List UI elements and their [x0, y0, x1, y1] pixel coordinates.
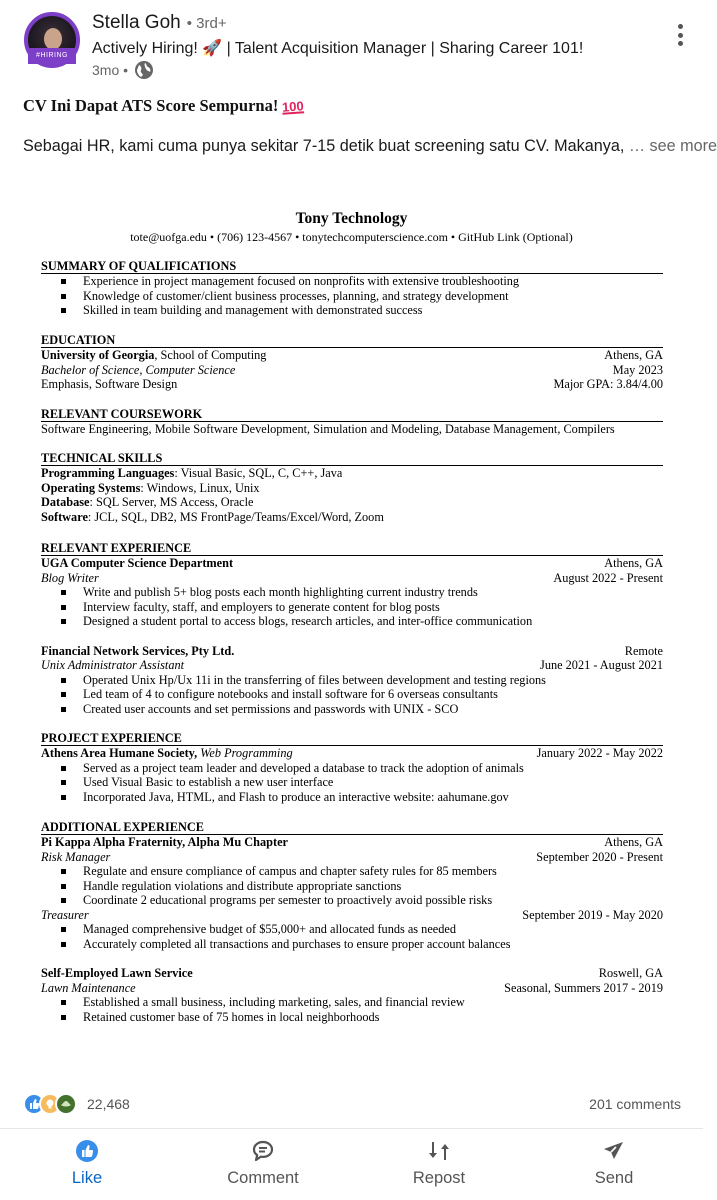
coursework-section: [41, 407, 663, 437]
job-date: Seasonal, Summers 2017 - 2019: [504, 980, 663, 995]
post-age: 3mo •: [92, 62, 129, 78]
job-date: June 2021 - August 2021: [540, 658, 663, 672]
summary-heading: SUMMARY OF QUALIFICATIONS: [41, 259, 663, 274]
job-role: Treasurer: [41, 907, 89, 922]
post-body: [23, 137, 717, 156]
list-item: Skilled in team building and management with demonstrated success: [41, 303, 663, 318]
resume-contact: tote@uofga.edu • (706) 123-4567 • tonytechcomputerscience.com • GitHub Link (Optional): [130, 230, 573, 244]
like-icon: [75, 1139, 99, 1163]
education-emphasis-line: [41, 377, 663, 392]
project-date: January 2022 - May 2022: [536, 746, 663, 760]
job-org: UGA Computer Science Department: [41, 556, 234, 570]
education-heading: EDUCATION: [41, 333, 663, 348]
job-location: Remote: [624, 643, 663, 658]
project-org-line: [41, 746, 663, 761]
job-role-line: [41, 908, 663, 923]
emphasis: Emphasis, Software Design: [41, 377, 178, 391]
degree: Bachelor of Science, Computer Science: [41, 362, 236, 377]
coursework-text: Software Engineering, Mobile Software Development, Simulation and Modeling, Database Management, Compilers: [41, 422, 615, 436]
gpa: Major GPA: 3.84/4.00: [553, 377, 663, 391]
list-item: [41, 790, 663, 805]
job-org-line: [41, 644, 663, 659]
experience-section: [41, 541, 663, 716]
skill-row: [41, 466, 663, 481]
job-role-line: [41, 571, 663, 586]
additional-heading: ADDITIONAL EXPERIENCE: [41, 820, 663, 835]
job-org-line: [41, 966, 663, 981]
job-bullets: [41, 585, 663, 629]
job-location: Athens, GA: [604, 835, 663, 849]
list-item: Established a small business, including marketing, sales, and financial review: [41, 995, 663, 1010]
list-item: Experience in project management focused on nonprofits with extensive troubleshooting: [41, 274, 663, 289]
comment-icon: [251, 1139, 275, 1163]
globe-icon: [134, 60, 154, 80]
job-role: Blog Writer: [41, 570, 99, 585]
support-icon: [55, 1093, 77, 1115]
list-item: Retained customer base of 75 homes in local neighborhoods: [41, 1010, 663, 1025]
send-button[interactable]: [554, 1139, 674, 1188]
degree-date: May 2023: [612, 362, 663, 377]
post-header: [0, 0, 703, 86]
job-bullets: [41, 922, 663, 951]
skill-label: Database: [41, 495, 90, 509]
repost-button[interactable]: [379, 1139, 499, 1188]
summary-section: [41, 259, 663, 318]
hundred-points-icon: 100: [281, 98, 305, 115]
like-button[interactable]: [27, 1139, 147, 1188]
school-detail: , School of Computing: [154, 348, 267, 362]
job-bullets: [41, 995, 663, 1024]
school-location: Athens, GA: [604, 348, 663, 362]
comment-label: Comment: [227, 1169, 299, 1187]
skill-row: [41, 510, 663, 525]
experience-heading: RELEVANT EXPERIENCE: [41, 541, 663, 556]
list-item: Served as a project team leader and developed a database to track the adoption of animals: [41, 761, 663, 776]
list-item: Led team of 4 to configure notebooks and install software for 6 overseas consultants: [41, 687, 663, 702]
list-item: Interview faculty, staff, and employers to generate content for blog posts: [41, 600, 663, 615]
send-label: Send: [594, 1169, 634, 1187]
coursework-text-line: [41, 422, 663, 437]
project-website: aahumane.gov: [437, 789, 509, 804]
resume-image[interactable]: [0, 200, 703, 1080]
skill-label: Programming Languages: [41, 466, 175, 480]
author-avatar[interactable]: [24, 12, 80, 68]
post-title: [23, 96, 304, 116]
skill-value: : JCL, SQL, DB2, MS FrontPage/Teams/Excel/Word, Zoom: [87, 509, 384, 524]
post-body-text: Sebagai HR, kami cuma punya sekitar 7-15 detik buat screening satu CV. Makanya,: [23, 137, 625, 155]
send-icon: [602, 1139, 626, 1163]
job-role-line: [41, 658, 663, 673]
hiring-badge: #HIRING: [28, 48, 76, 64]
job-org: Self-Employed Lawn Service: [41, 966, 193, 980]
like-label: Like: [71, 1169, 103, 1187]
author-headline: Actively Hiring! 🚀 | Talent Acquisition Manager | Sharing Career 101!: [92, 40, 584, 57]
list-item-text: Incorporated Java, HTML, and Flash to produce an interactive website:: [83, 789, 435, 804]
resume-name: Tony Technology: [295, 210, 408, 227]
list-item: Regulate and ensure compliance of campus and chapter safety rules for 85 members: [41, 864, 663, 879]
skill-value: : SQL Server, MS Access, Oracle: [89, 495, 254, 509]
coursework-heading: RELEVANT COURSEWORK: [41, 407, 663, 422]
comment-count[interactable]: 201 comments: [589, 1096, 681, 1112]
education-section: [41, 333, 663, 392]
summary-list: [41, 274, 663, 318]
job-org-line: [41, 556, 663, 571]
list-item: Operated Unix Hp/Ux 11i in the transferring of files between development and testing regions: [41, 673, 663, 688]
more-options-icon[interactable]: [670, 22, 690, 48]
comment-button[interactable]: [203, 1139, 323, 1188]
project-section: [41, 731, 663, 804]
job-role-line: [41, 981, 663, 996]
additional-section: [41, 820, 663, 1024]
reactions-summary[interactable]: [23, 1093, 83, 1117]
project-org: Athens Area Humane Society,: [41, 746, 198, 760]
see-more-link[interactable]: … see more: [628, 137, 717, 155]
job-org: Pi Kappa Alpha Fraternity, Alpha Mu Chapter: [41, 835, 288, 849]
project-heading: PROJECT EXPERIENCE: [41, 731, 663, 746]
list-item: Used Visual Basic to establish a new user interface: [41, 775, 663, 790]
project-role: Web Programming: [200, 746, 293, 760]
list-item: Handle regulation violations and distribute appropriate sanctions: [41, 879, 663, 894]
social-counts: [0, 1090, 703, 1120]
job-location: Athens, GA: [604, 556, 663, 570]
repost-icon: [427, 1139, 451, 1163]
job-bullets: [41, 864, 663, 908]
skill-value: : Windows, Linux, Unix: [140, 480, 260, 495]
job-role: Unix Administrator Assistant: [41, 658, 185, 672]
list-item: Knowledge of customer/client business processes, planning, and strategy development: [41, 289, 663, 304]
skill-label: Software: [41, 509, 88, 524]
post-title-text: CV Ini Dapat ATS Score Sempurna!: [23, 96, 279, 115]
author-row: [92, 12, 227, 36]
list-item: Write and publish 5+ blog posts each month highlighting current industry trends: [41, 585, 663, 600]
list-item: Created user accounts and set permissions and passwords with UNIX - SCO: [41, 702, 663, 717]
job-org: Financial Network Services, Pty Ltd.: [41, 643, 235, 658]
post-meta: [92, 60, 154, 80]
skills-heading: TECHNICAL SKILLS: [41, 451, 663, 466]
skill-row: [41, 481, 663, 496]
list-item: Accurately completed all transactions and purchases to ensure proper account balances: [41, 937, 663, 952]
job-role: Lawn Maintenance: [41, 980, 136, 995]
job-date: August 2022 - Present: [553, 570, 663, 585]
education-degree-line: [41, 363, 663, 378]
reaction-count[interactable]: 22,468: [87, 1096, 130, 1112]
list-item: Coordinate 2 educational programs per semester to proactively avoid possible risks: [41, 893, 663, 908]
author-name[interactable]: Stella Goh: [92, 12, 181, 33]
project-bullets: [41, 761, 663, 805]
skill-row: [41, 495, 663, 510]
school-name: University of Georgia: [41, 348, 155, 362]
connection-degree: • 3rd+: [186, 15, 227, 32]
job-location: Roswell, GA: [598, 966, 663, 980]
skill-value: : Visual Basic, SQL, C, C++, Java: [174, 466, 343, 480]
education-school-line: [41, 348, 663, 363]
list-item: Managed comprehensive budget of $55,000+ and allocated funds as needed: [41, 922, 663, 937]
job-org-line: [41, 835, 663, 850]
skills-section: [41, 451, 663, 524]
repost-label: Repost: [412, 1169, 466, 1187]
skill-label: Operating Systems: [41, 480, 141, 495]
job-role: Risk Manager: [41, 849, 111, 864]
job-date: September 2019 - May 2020: [522, 907, 663, 922]
list-item: Designed a student portal to access blogs, research articles, and inter-office communication: [41, 614, 663, 629]
job-role-line: [41, 850, 663, 865]
action-bar: [0, 1128, 703, 1200]
avatar-face: [44, 28, 62, 50]
job-date: September 2020 - Present: [536, 849, 663, 864]
job-bullets: [41, 673, 663, 717]
